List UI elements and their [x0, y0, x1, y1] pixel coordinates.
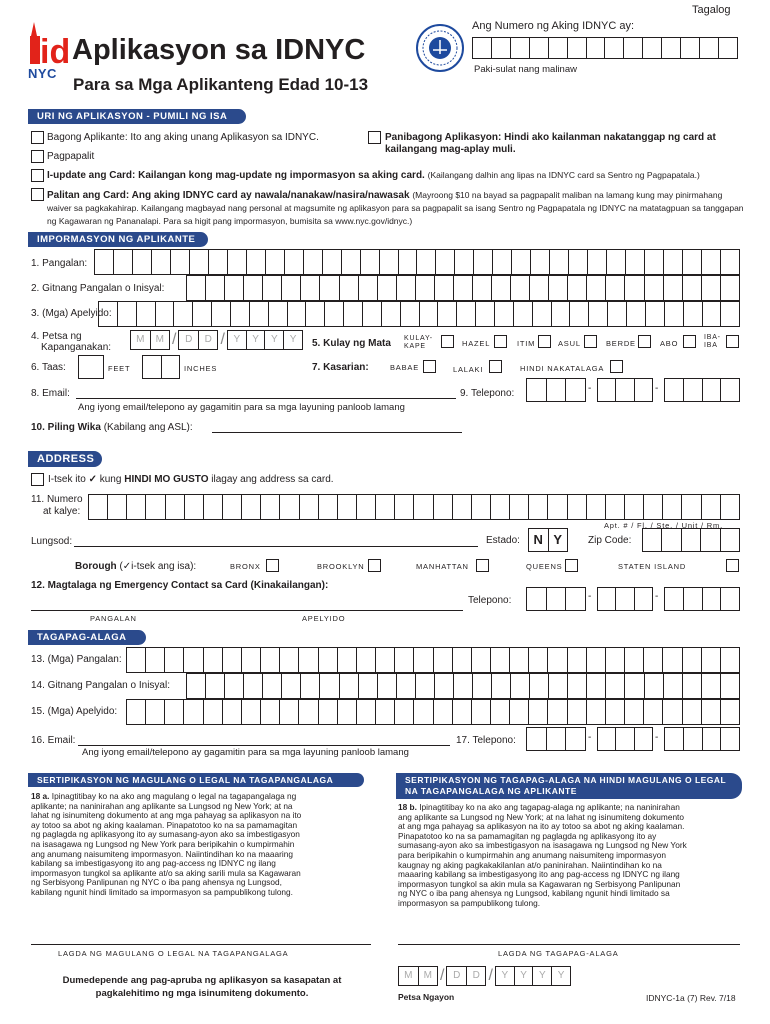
male-checkbox[interactable]	[489, 360, 502, 373]
phone-line-input[interactable]	[664, 378, 740, 402]
parent-signature-caption: LAGDA NG MAGULANG O LEGAL NA TAGAPANGALAGA	[58, 949, 289, 958]
new-applicant-label: Bagong Aplikante: Ito ang aking unang Aplikasyon sa IDNYC.	[47, 132, 319, 143]
borough-queens: QUEENS	[526, 562, 563, 571]
page-subtitle: Para sa Mga Aplikanteng Edad 10-13	[73, 75, 369, 94]
zip-label: Zip Code:	[588, 535, 632, 546]
lost-card-note: (Mayroong $10 na bayad sa pagpapalit maliban na lamang kung may pinirmahang waiver sa pagkakahirap. Kailangang magbayad nang personal at magsumite ng aplikasyon para sa pagpapalit sa isang Sentro ng Pagpapatala ng IDNYC na matatagpuan sa tanggapan ng Kagawaran ng Pananalapi. Para sa higit pang impormasyon, bumisita sa www.nyc.gov/idnyc.)	[47, 190, 744, 226]
state-label: Estado:	[486, 535, 520, 546]
eye-option-green: BERDE	[606, 339, 636, 348]
language-pref-note: (Kabilang ang ASL):	[103, 422, 193, 433]
female-checkbox[interactable]	[423, 360, 436, 373]
caretaker-last-name-label: 15. (Mga) Apelyido:	[31, 706, 118, 717]
language-label: Tagalog	[692, 4, 731, 16]
dob-input[interactable]: M M / D D / Y Y Y Y	[130, 330, 303, 350]
caretaker-first-name-input[interactable]	[126, 647, 740, 673]
inches-label: INCHES	[184, 364, 218, 373]
eye-brown-checkbox[interactable]	[441, 335, 454, 348]
update-card-label: I-update ang Card: Kailangan kong mag-update ng impormasyon sa aking card.	[47, 170, 425, 181]
caretaker-phone-label: 17. Telepono:	[456, 735, 516, 746]
bronx-checkbox[interactable]	[266, 559, 279, 572]
phone-area-input[interactable]	[526, 378, 586, 402]
email-label: 8. Email:	[31, 388, 70, 399]
eye-green-checkbox[interactable]	[638, 335, 651, 348]
gender-option-male: LALAKI	[453, 365, 484, 374]
emergency-name-input[interactable]	[31, 610, 463, 611]
middle-name-input[interactable]	[186, 275, 740, 301]
emergency-phone-dash-1: -	[588, 591, 592, 602]
height-label: 6. Taas:	[31, 362, 66, 373]
eye-option-multi: IBA-IBA	[704, 334, 721, 349]
id-number-hint: Paki-sulat nang malinaw	[474, 64, 577, 75]
phone-prefix-input[interactable]	[597, 378, 653, 402]
zip-input[interactable]	[642, 528, 740, 552]
no-address-bold: HINDI MO GUSTO	[124, 474, 209, 485]
eye-option-blue: ASUL	[558, 339, 581, 348]
renew-label: Panibagong Aplikasyon: Hindi ako kailanman nakatanggap ng card at kailangang mag-aplay muli.	[385, 132, 716, 155]
today-date-input[interactable]: M M / D D / Y Y Y Y	[398, 966, 571, 986]
first-name-input[interactable]	[94, 249, 740, 275]
eye-color-label: 5. Kulay ng Mata	[312, 338, 391, 349]
replace-checkbox[interactable]	[31, 150, 44, 163]
caretaker-email-note: Ang iyong email/telepono ay gagamitin para sa mga layuning panloob lamang	[82, 747, 409, 758]
emergency-contact-label: 12. Magtalaga ng Emergency Contact sa Card (Kinakailangan):	[31, 580, 329, 591]
phone-label: 9. Telepono:	[460, 388, 515, 399]
email-input[interactable]	[76, 398, 456, 399]
eye-option-hazel: HAZEL	[462, 339, 491, 348]
eye-option-black: ITIM	[517, 339, 536, 348]
eye-blue-checkbox[interactable]	[584, 335, 597, 348]
caretaker-phone-area[interactable]	[526, 727, 586, 751]
today-date-label: Petsa Ngayon	[398, 992, 455, 1002]
emergency-phone-label: Telepono:	[468, 595, 512, 606]
manhattan-checkbox[interactable]	[476, 559, 489, 572]
parent-signature-line[interactable]	[31, 944, 371, 945]
statue-liberty-icon	[28, 22, 68, 64]
cert-caretaker-text: Ipinagtitibay ko na ako ang tagapag-alaga ng aplikante; na naninirahan ang aplikante sa Lungsod ng New York; at na lahat ng isinumiteng dokumento at ang mga pahayag sa aplikasyon na ito ay totoo sa abot ng aking kaalaman. Pinapatotoo ko na sa pamamagitan ng paglagda ng aplikasyong ito ay sumasang-ayon ako sa imbestigasyon na isasagawa ng Lungsod ng New York para beripikahin o kumpirmahin ang anumang naisumiteng impormasyon kaugnay ng aking pagkakakilanlan at/o paninirahan. Naiintindihan ko na maaaring kabilang sa imbestigasyong ito ang pag-access ng IDNYC ng ilang impormasyon tungkol sa akin mula sa Kagawaran ng Serbisyong Panlipunan ng NYC o iba pang ahensya ng Lungsod, kabilang ngunit hindi limitado sa impormasyon sa pampublikong tulong.	[398, 802, 687, 908]
approval-note: Dumedepende ang pag-apruba ng aplikasyon sa kasapatan at pagkalehitimo ng mga isinumiteng dokumento.	[62, 975, 342, 999]
height-feet-input[interactable]	[78, 355, 104, 379]
caretaker-signature-line[interactable]	[398, 944, 740, 945]
borough-bronx: BRONX	[230, 562, 261, 571]
staten-island-checkbox[interactable]	[726, 559, 739, 572]
eye-gray-checkbox[interactable]	[683, 335, 696, 348]
cert-parent-title: SERTIPIKASYON NG MAGULANG O LEGAL NA TAGAPANGALAGA	[28, 773, 364, 787]
section-applicant-info: IMPORMASYON NG APLIKANTE	[28, 232, 208, 247]
caretaker-email-label: 16. Email:	[31, 735, 76, 746]
emergency-first-name-caption: PANGALAN	[90, 614, 137, 623]
queens-checkbox[interactable]	[565, 559, 578, 572]
caretaker-phone-dash-1: -	[588, 732, 592, 743]
form-code: IDNYC-1a (7) Rev. 7/18	[646, 993, 736, 1003]
emergency-phone-prefix[interactable]	[597, 587, 653, 611]
emergency-last-name-caption: APELYIDO	[302, 614, 346, 623]
caretaker-phone-line[interactable]	[664, 727, 740, 751]
gender-label: 7. Kasarian:	[312, 362, 369, 373]
cert-parent-text: Ipinagtitibay ko na ako ang magulang o legal na tagapangalaga ng aplikante; na naninirahan ang aplikante sa Lungsod ng New York; at na lahat ng isinumiteng dokumento at ang mga pahayag sa aplikasyon na ito ay totoo sa abot ng aking kaalaman. Pinapatotoo ko na sa pamamagitan ng paglagda ng aplikasyong ito ay sumasang-ayon ako sa imbestigasyon na isasagawa ng Lungsod ng New York para beripikahin o kumpirmahin ang anumang naisumiteng impormasyon. Naiintindihan ko na maaaring kabilang sa imbestigasyong ito ang pag-access ng IDNYC ng ilang impormasyon tungkol sa aplikante at/o sa aking sarili mula sa Kagawaran ng Serbisyong Panlipunan ng NYC o iba pang ahensya ng Lungsod, kabilang ngunit hindi limitado sa impormasyon sa pampublikong tulong.	[31, 791, 302, 897]
dob-label-1: 4. Petsa ng	[31, 331, 82, 342]
caretaker-middle-name-input[interactable]	[186, 673, 740, 699]
phone-dash-1: -	[588, 383, 592, 394]
renew-checkbox[interactable]	[368, 131, 381, 144]
language-pref-input[interactable]	[212, 432, 462, 433]
replace-label: Pagpapalit	[47, 151, 95, 162]
borough-label: Borough	[75, 561, 117, 572]
lost-card-checkbox[interactable]	[31, 188, 44, 201]
logo-nyc-text: NYC	[28, 66, 57, 81]
emergency-phone-line[interactable]	[664, 587, 740, 611]
city-input[interactable]	[74, 546, 478, 547]
state-input[interactable]: N Y	[528, 528, 568, 552]
caretaker-phone-dash-2: -	[655, 732, 659, 743]
idnyc-logo	[28, 22, 68, 82]
city-label: Lungsod:	[31, 536, 73, 547]
lost-card-label: Palitan ang Card: Ang aking IDNYC card ay nawala/nanakaw/nasira/nawasak	[47, 190, 410, 201]
no-address-text-c: ilagay ang address sa card.	[211, 474, 334, 485]
eye-multi-checkbox[interactable]	[726, 335, 739, 348]
language-pref-label: 10. Piling Wika	[31, 422, 101, 433]
gender-option-female: BABAE	[390, 363, 420, 372]
emergency-phone-dash-2: -	[655, 591, 659, 602]
borough-brooklyn: BROOKLYN	[317, 562, 365, 571]
email-note: Ang iyong email/telepono ay gagamitin para sa mga layuning panloob lamang	[78, 402, 405, 413]
id-number-input[interactable]	[472, 37, 738, 59]
street-label-1: 11. Numero	[31, 494, 83, 505]
borough-staten-island: STATEN ISLAND	[618, 562, 687, 571]
section-address: ADDRESS	[28, 451, 102, 467]
dob-label-2: Kapanganakan:	[41, 342, 112, 353]
cert-parent-num: 18 a.	[31, 791, 50, 801]
no-address-text-a: I-tsek ito	[48, 474, 86, 485]
eye-option-gray: ABO	[660, 339, 679, 348]
new-applicant-checkbox[interactable]	[31, 131, 44, 144]
borough-manhattan: MANHATTAN	[416, 562, 469, 571]
caretaker-email-input[interactable]	[78, 745, 450, 746]
caretaker-last-name-input[interactable]	[126, 699, 740, 725]
unassigned-checkbox[interactable]	[610, 360, 623, 373]
id-number-label: Ang Numero ng Aking IDNYC ay:	[472, 20, 635, 32]
height-inches-input[interactable]	[142, 355, 180, 379]
apt-hint: Apt. # / Fl. / Ste. / Unit / Rm.	[604, 521, 723, 530]
caretaker-signature-caption: LAGDA NG TAGAPAG-ALAGA	[498, 949, 619, 958]
update-card-note: (Kailangang dalhin ang lipas na IDNYC card sa Sentro ng Pagpapatala.)	[427, 170, 700, 180]
no-address-text-b: kung	[99, 474, 122, 485]
emergency-phone-area[interactable]	[526, 587, 586, 611]
last-name-label: 3. (Mga) Apelyido:	[31, 308, 112, 319]
cert-caretaker-num: 18 b.	[398, 802, 417, 812]
caretaker-middle-name-label: 14. Gitnang Pangalan o Inisyal:	[31, 680, 170, 691]
section-application-type: URI NG APLIKASYON - PUMILI NG ISA	[28, 109, 246, 124]
check-icon: ✓	[88, 474, 97, 485]
phone-dash-2: -	[655, 383, 659, 394]
first-name-label: 1. Pangalan:	[31, 258, 88, 269]
eye-black-checkbox[interactable]	[538, 335, 551, 348]
caretaker-first-name-label: 13. (Mga) Pangalan:	[31, 654, 122, 665]
caretaker-phone-prefix[interactable]	[597, 727, 653, 751]
gender-option-unassigned: HINDI NAKATALAGA	[520, 364, 605, 373]
no-address-checkbox[interactable]	[31, 473, 44, 486]
cert-caretaker-title: SERTIPIKASYON NG TAGAPAG-ALAGA NA HINDI MAGULANG O LEGAL NA TAGAPANGALAGA NG APLIKANTE	[396, 773, 742, 799]
borough-hint: (✓i-tsek ang isa):	[119, 561, 197, 572]
logo-id-text: id	[40, 33, 68, 64]
update-card-checkbox[interactable]	[31, 169, 44, 182]
eye-hazel-checkbox[interactable]	[494, 335, 507, 348]
last-name-input[interactable]	[98, 301, 740, 327]
brooklyn-checkbox[interactable]	[368, 559, 381, 572]
street-label-2: at kalye:	[43, 506, 81, 517]
section-caretaker: TAGAPAG-ALAGA	[28, 630, 146, 645]
page-title: Aplikasyon sa IDNYC	[72, 34, 366, 66]
middle-name-label: 2. Gitnang Pangalan o Inisyal:	[31, 283, 165, 294]
nyc-seal-icon	[416, 24, 464, 72]
street-input[interactable]	[88, 494, 740, 520]
feet-label: FEET	[108, 364, 131, 373]
eye-option-brown: KULAY-KAPE	[404, 335, 433, 350]
